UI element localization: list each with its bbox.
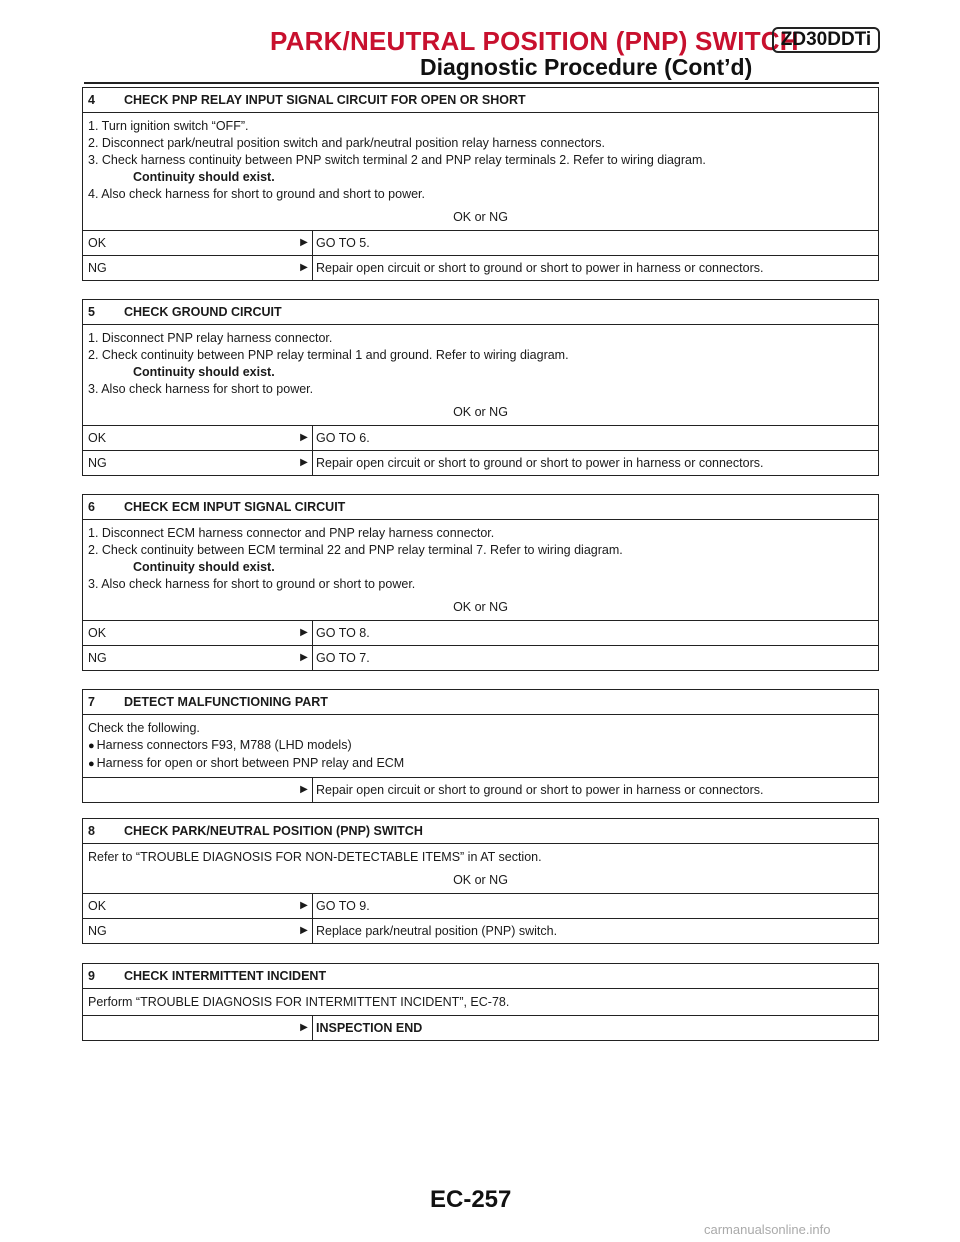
result-row	[83, 778, 878, 802]
result-row-ng	[83, 256, 878, 280]
step-number: 4	[88, 93, 95, 107]
result-action: GO TO 6.	[312, 426, 878, 450]
result-label	[83, 1016, 296, 1040]
spec-note: Continuity should exist.	[133, 560, 275, 574]
result-action: Repair open circuit or short to ground or short to power in harness or connectors.	[312, 256, 878, 280]
instruction-line: 1. Disconnect PNP relay harness connector.	[88, 331, 333, 345]
instruction-line: 3. Check harness continuity between PNP switch terminal 2 and PNP relay terminals 2. Refer to wiring diagram.	[88, 153, 706, 167]
step-number: 7	[88, 695, 95, 709]
step-instructions	[83, 989, 878, 1016]
result-action: GO TO 7.	[312, 646, 878, 670]
result-label	[83, 778, 296, 802]
step-instructions	[83, 113, 878, 231]
bullet-icon: ●	[88, 740, 95, 752]
spec-note: Continuity should exist.	[133, 365, 275, 379]
result-label: NG	[88, 924, 107, 938]
step-header	[83, 88, 878, 113]
arrow-right-icon: ▶	[300, 1022, 308, 1033]
result-action: Repair open circuit or short to ground or short to power in harness or connectors.	[312, 778, 878, 802]
arrow-right-icon: ▶	[300, 457, 308, 468]
result-action: GO TO 9.	[312, 894, 878, 918]
result-label: NG	[88, 651, 107, 665]
step-header	[83, 495, 878, 520]
step-number: 9	[88, 969, 95, 983]
bullet-item	[88, 737, 873, 755]
step-7-box	[82, 689, 879, 803]
result-label: NG	[88, 261, 107, 275]
bullet-text: Harness connectors F93, M788 (LHD models)	[96, 738, 352, 752]
result-action: GO TO 8.	[312, 621, 878, 645]
result-row-ok	[83, 621, 878, 646]
result-row-ok	[83, 426, 878, 451]
arrow-right-icon: ▶	[300, 900, 308, 911]
page-number: EC-257	[430, 1186, 512, 1213]
instruction-line: 3. Also check harness for short to power.	[88, 382, 314, 396]
arrow-right-icon: ▶	[300, 432, 308, 443]
arrow-right-icon: ▶	[300, 262, 308, 273]
step-number: 6	[88, 500, 95, 514]
watermark: carmanualsonline.info	[704, 1222, 831, 1237]
decision-prompt: OK or NG	[453, 600, 508, 614]
step-instructions	[83, 844, 878, 894]
step-4-box	[82, 87, 879, 281]
result-label: NG	[88, 456, 107, 470]
result-row	[83, 1016, 878, 1040]
instruction-line: 2. Check continuity between ECM terminal 22 and PNP relay terminal 7. Refer to wiring diagram.	[88, 543, 623, 557]
step-title: CHECK PNP RELAY INPUT SIGNAL CIRCUIT FOR OPEN OR SHORT	[124, 93, 526, 107]
result-row-ng	[83, 919, 878, 943]
step-number: 8	[88, 824, 95, 838]
step-5-box	[82, 299, 879, 476]
result-label: OK	[88, 899, 107, 913]
step-title: CHECK INTERMITTENT INCIDENT	[124, 969, 327, 983]
instruction-line: 3. Also check harness for short to ground or short to power.	[88, 577, 416, 591]
result-label: OK	[88, 626, 107, 640]
arrow-right-icon: ▶	[300, 627, 308, 638]
step-header	[83, 300, 878, 325]
instruction-line: 2. Check continuity between PNP relay terminal 1 and ground. Refer to wiring diagram.	[88, 348, 569, 362]
instruction-line: Perform “TROUBLE DIAGNOSIS FOR INTERMITTENT INCIDENT”, EC-78.	[88, 995, 510, 1009]
instruction-line: Check the following.	[88, 721, 200, 735]
result-action: Replace park/neutral position (PNP) switch.	[312, 919, 878, 943]
decision-prompt: OK or NG	[453, 405, 508, 419]
result-row-ok	[83, 231, 878, 256]
section-title: PARK/NEUTRAL POSITION (PNP) SWITCH	[270, 26, 799, 56]
result-action: Repair open circuit or short to ground or short to power in harness or connectors.	[312, 451, 878, 475]
step-header	[83, 819, 878, 844]
arrow-right-icon: ▶	[300, 784, 308, 795]
step-title: CHECK ECM INPUT SIGNAL CIRCUIT	[124, 500, 346, 514]
header-divider	[84, 82, 879, 84]
result-row-ok	[83, 894, 878, 919]
step-title: DETECT MALFUNCTIONING PART	[124, 695, 328, 709]
instruction-line: 1. Turn ignition switch “OFF”.	[88, 119, 249, 133]
step-title: CHECK PARK/NEUTRAL POSITION (PNP) SWITCH	[124, 824, 423, 838]
instruction-line: 4. Also check harness for short to ground and short to power.	[88, 187, 425, 201]
step-header	[83, 690, 878, 715]
step-9-box	[82, 963, 879, 1041]
step-header	[83, 964, 878, 989]
bullet-icon: ●	[88, 758, 95, 770]
decision-prompt: OK or NG	[453, 210, 508, 224]
bullet-text: Harness for open or short between PNP relay and ECM	[96, 756, 405, 770]
step-number: 5	[88, 305, 95, 319]
step-instructions	[83, 520, 878, 621]
arrow-right-icon: ▶	[300, 652, 308, 663]
step-instructions	[83, 325, 878, 426]
step-instructions	[83, 715, 878, 778]
arrow-right-icon: ▶	[300, 237, 308, 248]
result-row-ng	[83, 646, 878, 670]
page-subtitle: Diagnostic Procedure (Cont’d)	[420, 54, 753, 80]
instruction-line: 1. Disconnect ECM harness connector and PNP relay harness connector.	[88, 526, 495, 540]
result-row-ng	[83, 451, 878, 475]
step-title: CHECK GROUND CIRCUIT	[124, 305, 282, 319]
bullet-item	[88, 755, 873, 773]
engine-model-tag: ZD30DDTi	[772, 27, 880, 53]
instruction-line: Refer to “TROUBLE DIAGNOSIS FOR NON-DETECTABLE ITEMS” in AT section.	[88, 850, 542, 864]
result-label: OK	[88, 431, 107, 445]
step-6-box	[82, 494, 879, 671]
result-action: GO TO 5.	[312, 231, 878, 255]
step-8-box	[82, 818, 879, 944]
decision-prompt: OK or NG	[453, 873, 508, 887]
spec-note: Continuity should exist.	[133, 170, 275, 184]
result-action: INSPECTION END	[312, 1016, 878, 1040]
result-label: OK	[88, 236, 107, 250]
arrow-right-icon: ▶	[300, 925, 308, 936]
instruction-line: 2. Disconnect park/neutral position switch and park/neutral position relay harness connectors.	[88, 136, 605, 150]
